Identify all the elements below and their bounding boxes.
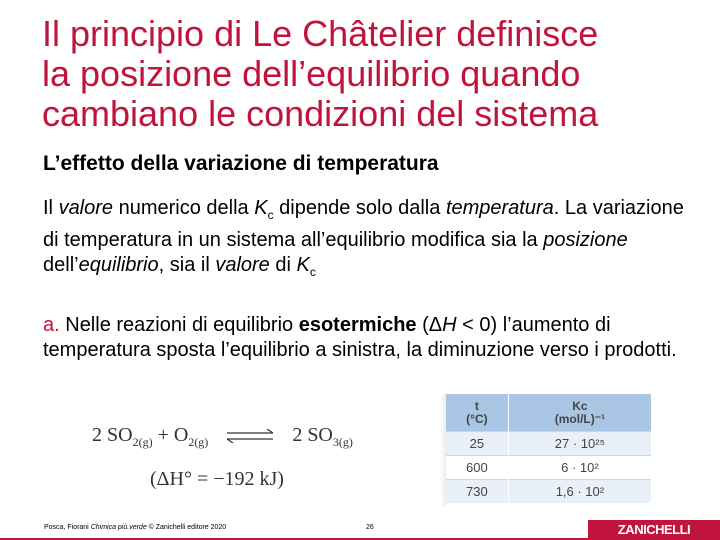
header-kc-unit: (mol/L)⁻¹ (554, 411, 606, 426)
footer-book: Chimica più.verde (90, 524, 147, 531)
table-cell-t: 600 (446, 456, 508, 480)
text-bold: esotermiche (298, 314, 417, 336)
text-run: di (269, 254, 297, 276)
text-italic: valore (215, 254, 270, 276)
table-header-kc (508, 394, 651, 432)
list-marker: a. (43, 314, 60, 336)
text-run: Nelle reazioni di equilibrio (59, 314, 299, 336)
title-line-3: cambiano le condizioni del sistema (42, 93, 599, 134)
text-italic: equilibrio (78, 254, 159, 276)
text-run: numerico della (113, 197, 255, 219)
chemical-equation (92, 424, 353, 450)
kc-subscript: c (309, 265, 316, 279)
table-row (446, 480, 651, 504)
footer-authors: Posca, Fiorani (44, 524, 91, 531)
kc-subscript: c (267, 208, 274, 222)
slide-title (42, 14, 712, 134)
table-cell-t: 730 (446, 480, 508, 504)
table-cell-kc: 6 · 10² (508, 456, 651, 480)
kc-symbol: K (254, 197, 268, 219)
table-row (446, 456, 651, 480)
title-line-2: la posizione dell’equilibrio quando (42, 53, 581, 94)
text-run: , sia il (158, 254, 216, 276)
reactant-o2: + O (152, 424, 189, 446)
enthalpy-value: (ΔH° = −192 kJ) (150, 468, 284, 490)
header-kc: Kc (572, 398, 588, 413)
header-t: t (474, 398, 479, 413)
slide-subtitle: L’effetto della variazione di temperatura (43, 152, 439, 175)
enthalpy-symbol: H (442, 314, 457, 336)
reactant-so2-subscript: 2(g) (132, 435, 153, 449)
title-line-1: Il principio di Le Châtelier definisce (42, 13, 599, 54)
text-run: Il (43, 197, 59, 219)
text-run: dipende solo dalla (273, 197, 446, 219)
kc-table (446, 394, 651, 503)
table-row (446, 432, 651, 456)
text-run: . La variazione di temperatura in un sistema all’equilibrio modifica sia la (43, 197, 684, 251)
header-t-unit: (°C) (466, 411, 488, 426)
product-so3-subscript: 3(g) (332, 435, 353, 449)
kc-symbol: K (296, 254, 310, 276)
table-header-row (446, 394, 651, 432)
table-cell-kc: 1,6 · 10² (508, 480, 651, 504)
text-run: dell’ (43, 254, 79, 276)
paragraph-exothermic (43, 313, 683, 363)
paragraph-temperature-effect (43, 196, 703, 285)
footer-credits (44, 524, 226, 531)
reactant-o2-subscript: 2(g) (188, 435, 209, 449)
zanichelli-logo: ZANICHELLI (588, 520, 720, 540)
footer-publisher: © Zanichelli editore 2020 (146, 524, 227, 531)
table-header-temperature (446, 394, 508, 432)
page-number: 26 (366, 524, 374, 531)
text-italic: temperatura (445, 197, 554, 219)
product-so3: 2 SO (292, 424, 333, 446)
table-cell-t: 25 (446, 432, 508, 456)
text-italic: valore (58, 197, 114, 219)
reactant-so2: 2 SO (92, 424, 133, 446)
text-run: (Δ (416, 314, 443, 336)
equilibrium-arrow-icon (225, 429, 275, 443)
text-run: < 0) l’aumento di temperatura sposta l’equilibrio a sinistra, la diminuzione verso i prodotti. (43, 314, 677, 361)
text-italic: posizione (543, 229, 628, 251)
table-cell-kc: 27 · 10²⁵ (508, 432, 651, 456)
